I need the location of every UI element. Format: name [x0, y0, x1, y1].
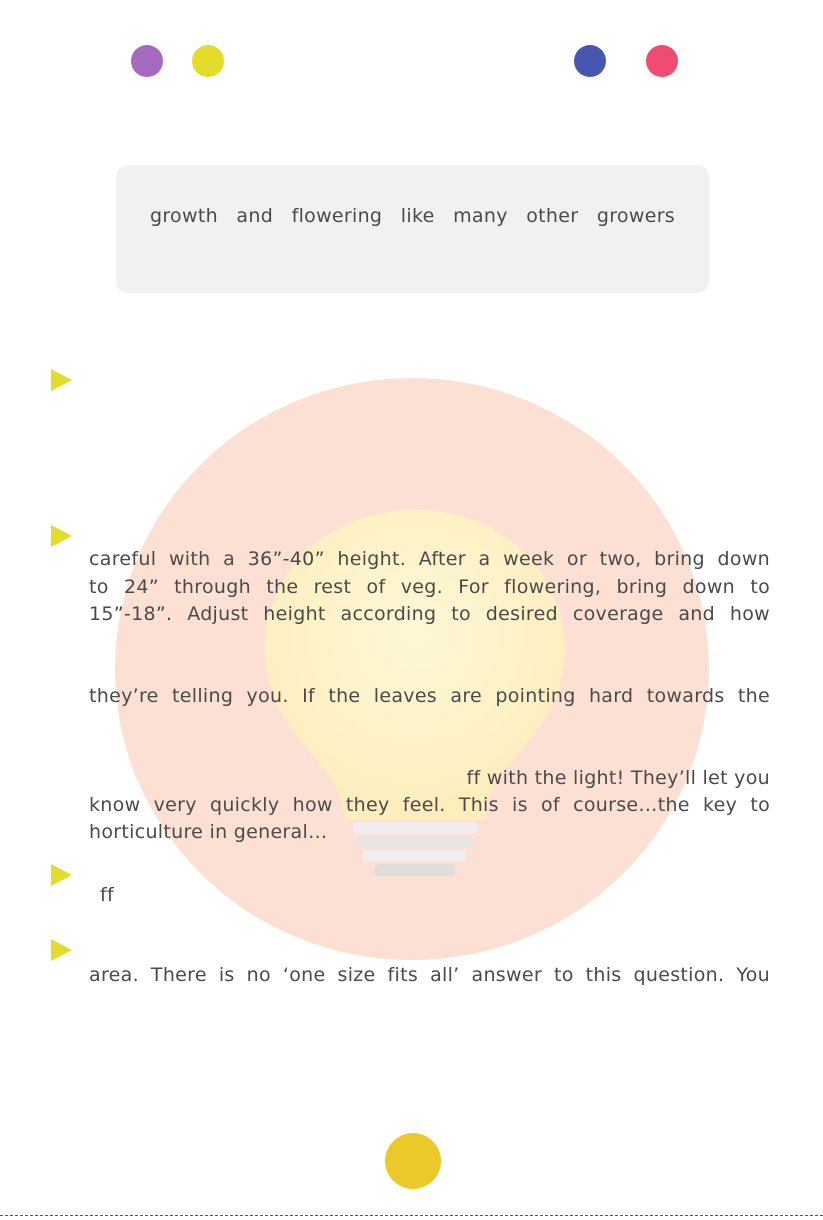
callout-box	[116, 165, 709, 293]
body-line: ff	[100, 884, 114, 906]
pink-dot	[646, 45, 678, 77]
body-line: horticulture in general…	[89, 821, 328, 843]
purple-dot	[131, 45, 163, 77]
triangle-bullet-icon	[51, 939, 72, 961]
body-line: ff with the light! They’ll let you	[466, 767, 770, 789]
blue-dot	[574, 45, 606, 77]
triangle-bullet-icon	[51, 525, 72, 547]
body-line: area. There is no ‘one size fits all’ answer to this question. You	[89, 964, 770, 986]
body-line: to 24” through the rest of veg. For flowering, bring down to	[89, 576, 770, 598]
body-line: 15”-18”. Adjust height according to desired coverage and how	[89, 603, 770, 625]
body-line: know very quickly how they feel. This is of course…the key to	[89, 794, 770, 816]
body-line: careful with a 36”-40” height. After a week or two, bring down	[89, 548, 770, 570]
footer-divider	[0, 1215, 823, 1216]
callout-text: growth and flowering like many other growers	[150, 205, 675, 227]
body-line: they’re telling you. If the leaves are pointing hard towards the	[89, 685, 770, 707]
yellow-dot	[192, 45, 224, 77]
triangle-bullet-icon	[51, 864, 72, 886]
triangle-bullet-icon	[51, 369, 72, 391]
page-indicator-dot	[385, 1133, 441, 1189]
